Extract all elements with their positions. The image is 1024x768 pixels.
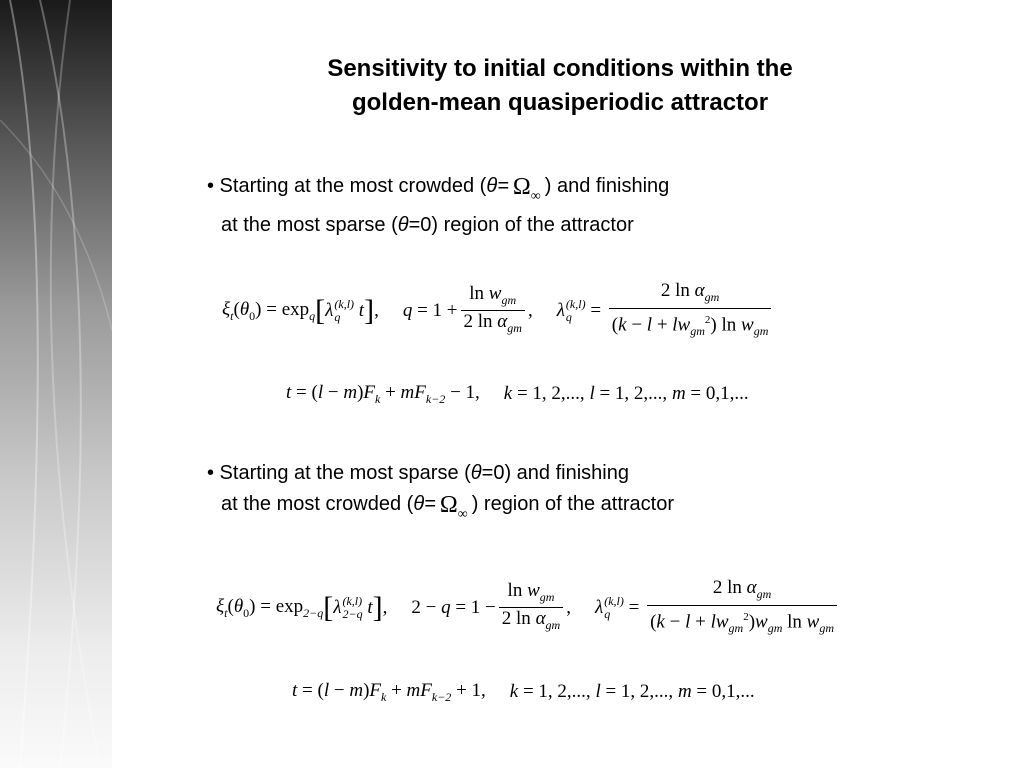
bullet-2: • Starting at the most sparse (θ=0) and finishing at the most crowded ($\theta= \Omega_\infty$ ) region of the attractor: [207, 462, 675, 522]
slide-title: [240, 52, 880, 120]
title-line-2: golden-mean quasiperiodic attractor: [351, 89, 769, 116]
formula-3: $\xi_t(\theta_0) = \exp_{2-q}$ [ λ (k,l) 2−q t ] , 2 − q = 1 − $\frac{\ln w_{gm}}{2 \ln \alpha_{gm}}$ , λ (k,l) q = $\frac{2 \ln \alpha_{gm}}{(k - l + lw_{gm}^2)w_{gm} \ln w_{gm}}$: [216, 577, 840, 639]
omega-infinity-symbol: $\Omega_\infty$: [512, 174, 541, 204]
formula-4: $t = (l - m)F_k + mF_{k-2} + 1$, k = 1, 2,..., l = 1, 2,..., m = 0,1,...: [292, 680, 755, 704]
formula-2: $t = (l - m)F_k + mF_{k-2} - 1$, k = 1, 2,..., l = 1, 2,..., m = 0,1,...: [286, 382, 749, 406]
bullet-1: • Starting at the most crowded ($\theta= \Omega_\infty$ ) and finishing at the most sparse (θ=0) region of the attractor: [207, 174, 670, 236]
omega-infinity-symbol: $\Omega_\infty$: [439, 492, 468, 522]
title-line-1: Sensitivity to initial conditions within the: [327, 55, 793, 82]
formula-1: $\xi_t(\theta_0) = \exp_q$ [ λ (k,l) q t ] , q = 1 + $\frac{\ln w_{gm}}{2 \ln \alpha_{gm}}$ , λ (k,l) q = $\frac{2 \ln \alpha_{gm}}{(k - l + lw_{gm}^2) \ln w_{gm}}$: [222, 280, 774, 342]
decorative-side-strip: [0, 0, 112, 768]
